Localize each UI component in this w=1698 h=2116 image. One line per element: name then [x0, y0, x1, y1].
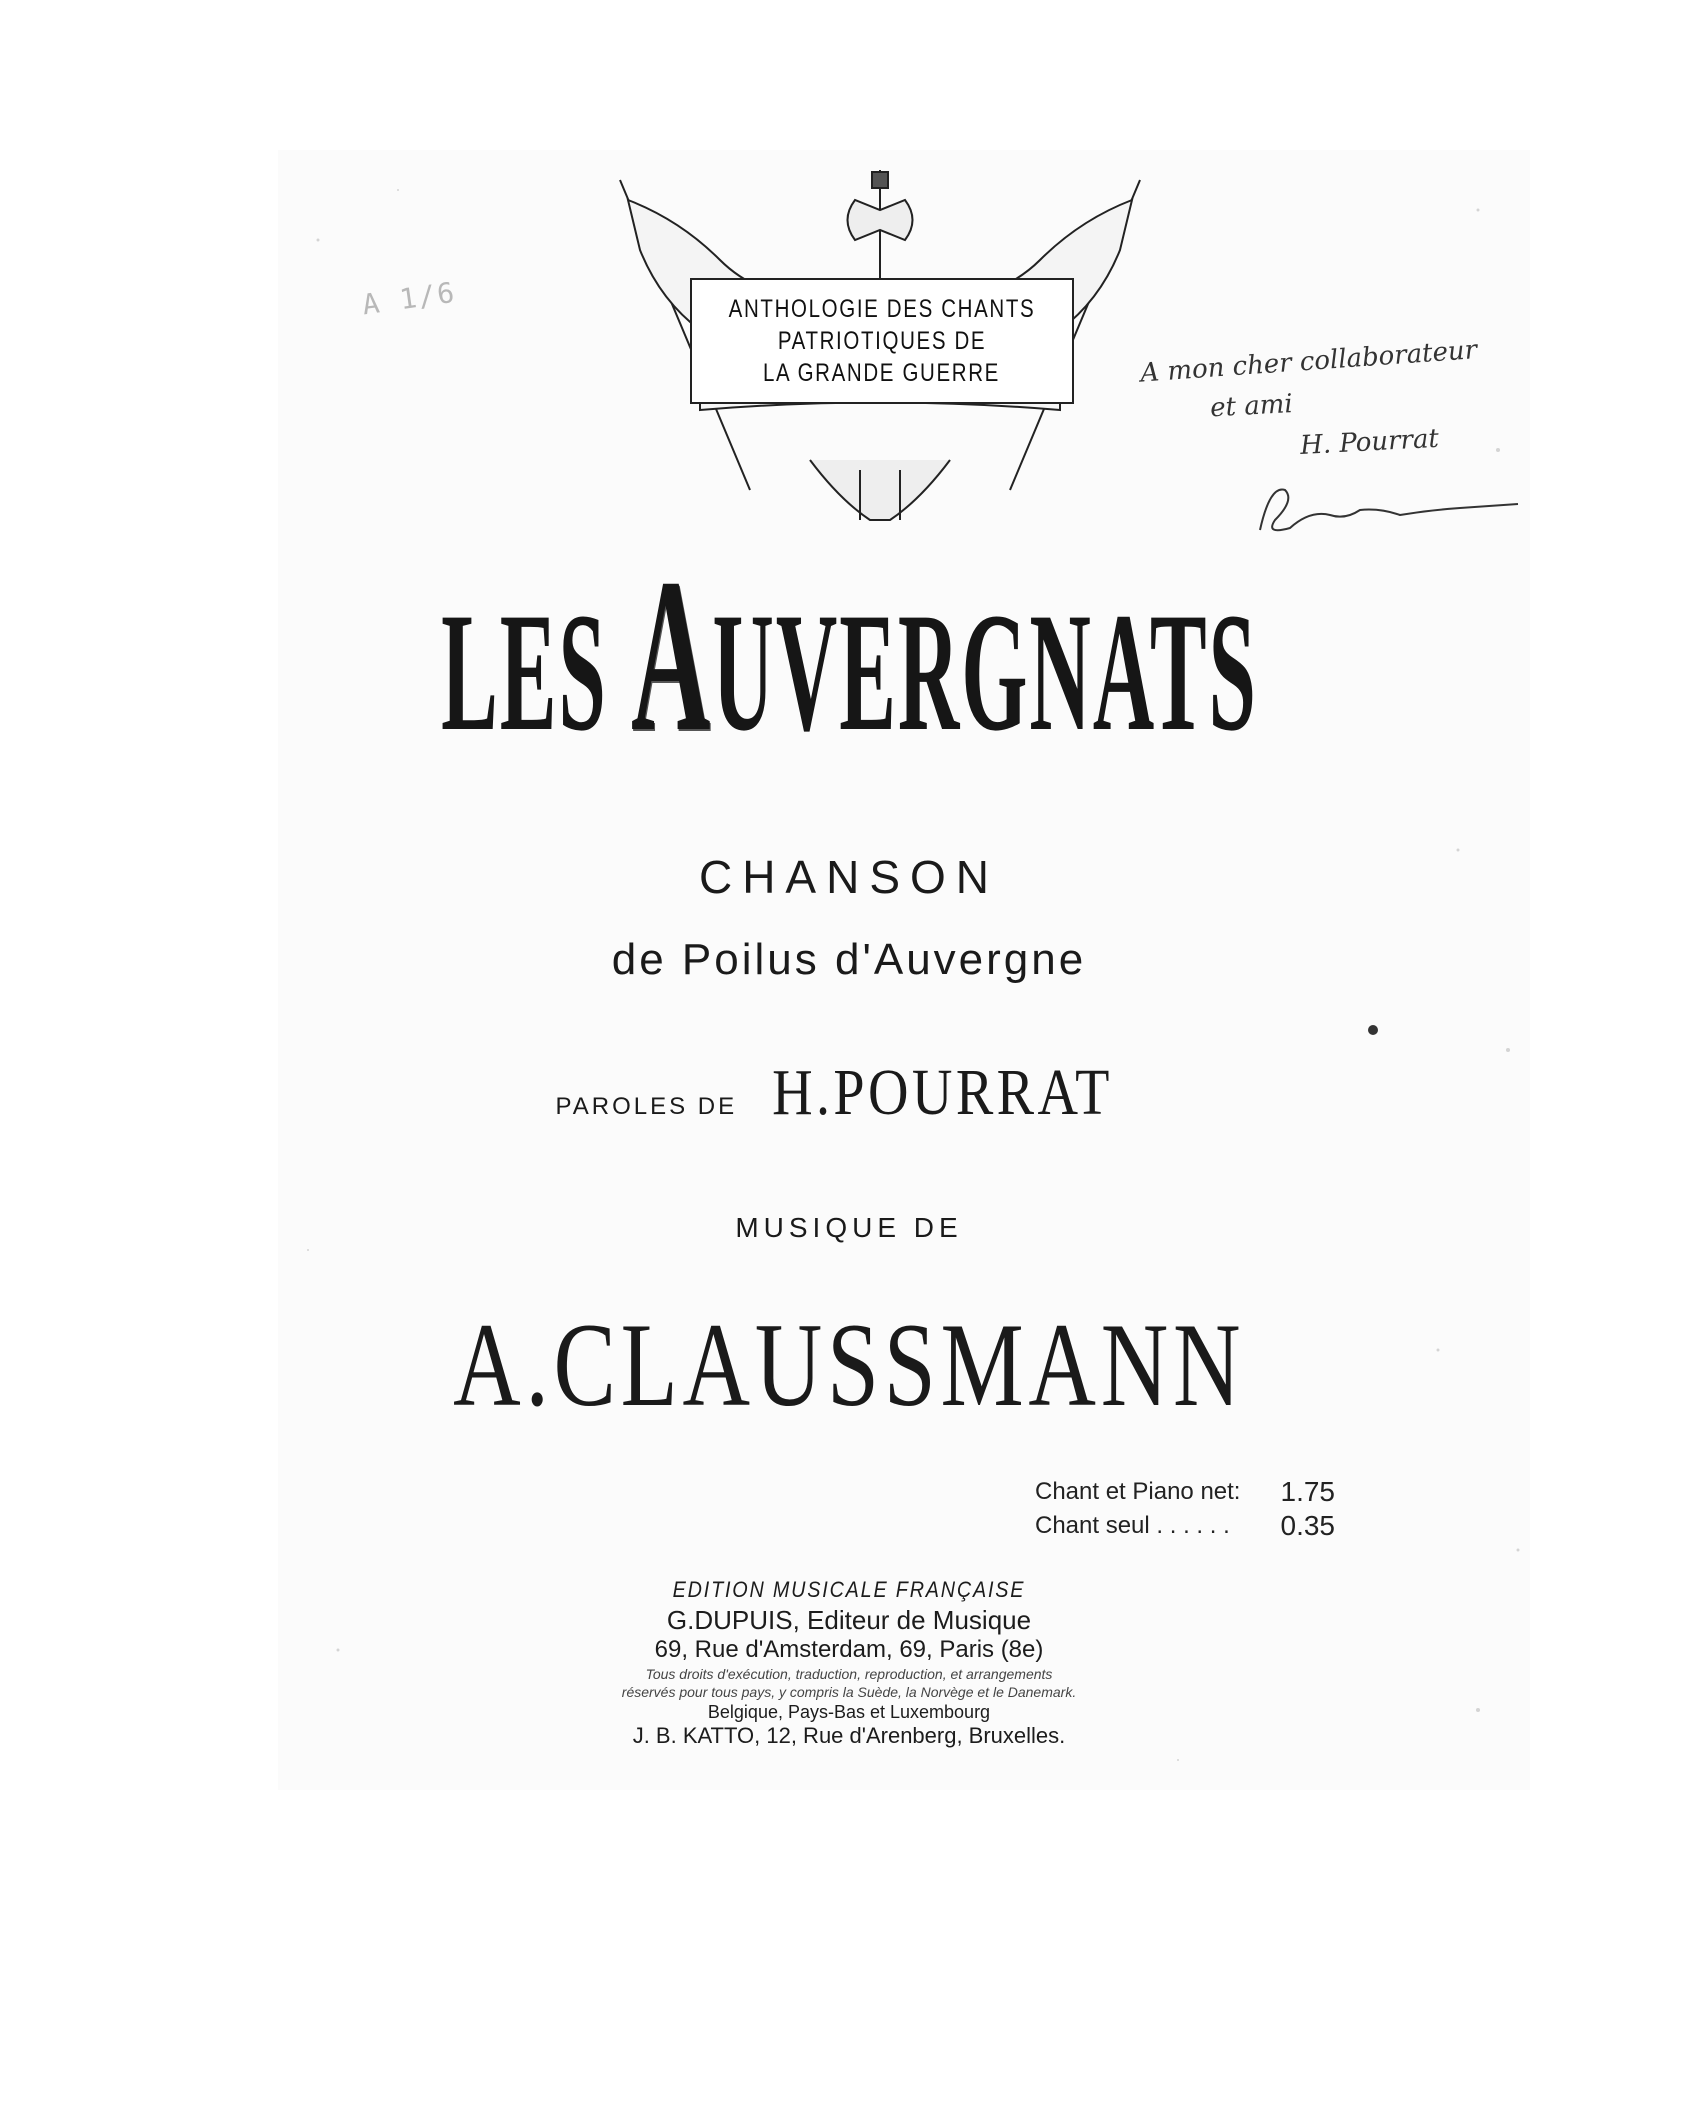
publisher-address: 69, Rue d'Amsterdam, 69, Paris (8e) — [654, 1636, 1044, 1663]
distribution-region: Belgique, Pays-Bas et Luxembourg — [707, 1702, 991, 1722]
title-rest: UVERGNATS — [712, 578, 1258, 766]
price-value: 0.35 — [1280, 1510, 1335, 1541]
subtitle: de Poilus d'Auvergne — [611, 935, 1087, 984]
genre-label: CHANSON — [698, 851, 1000, 903]
dedication-line: A mon cher collaborateur — [1139, 335, 1479, 389]
composer-name: A.CLAUSSMANN — [453, 1298, 1246, 1431]
price-value: 1.75 — [1280, 1476, 1335, 1507]
publisher-block — [0, 1575, 1698, 1749]
price-label: Chant seul . . . . . . — [1035, 1512, 1230, 1539]
song-title — [425, 530, 1274, 797]
publisher-name: G.DUPUIS, Editeur de Musique — [666, 1605, 1032, 1635]
lyricist-credit — [0, 1055, 1698, 1131]
price-row — [1035, 1509, 1335, 1543]
handwritten-dedication — [1139, 335, 1530, 461]
music-label: MUSIQUE DE — [735, 1212, 963, 1243]
rights-notice: Tous droits d'exécution, traduction, reproduction, et arrangements réservés pour tous pays, y compris la Suède, la Norvège et le Danemark. — [621, 1666, 1077, 1700]
handwritten-signature — [1250, 480, 1520, 540]
dedication-line: H. Pourrat — [1299, 423, 1440, 461]
title-ornate-initial: A — [631, 533, 713, 777]
lyricist-name: H.POURRAT — [771, 1056, 1113, 1129]
dedication-line: et ami — [1209, 389, 1294, 424]
banner-line: ANTHOLOGIE DES CHANTS — [728, 295, 1036, 323]
lyricist-label: PAROLES DE — [555, 1093, 738, 1120]
price-label: Chant et Piano net: — [1035, 1478, 1241, 1505]
banner-line: PATRIOTIQUES DE — [777, 327, 987, 355]
banner-line: LA GRANDE GUERRE — [763, 359, 1001, 387]
anthology-banner — [690, 278, 1074, 404]
title-prefix: LES — [441, 578, 608, 766]
distributor: J. B. KATTO, 12, Rue d'Arenberg, Bruxelles. — [632, 1723, 1066, 1748]
price-row — [1035, 1475, 1335, 1509]
edition-label: EDITION MUSICALE FRANÇAISE — [672, 1577, 1026, 1602]
price-list — [1035, 1475, 1335, 1543]
library-stamp: A 1/6 — [360, 275, 459, 322]
